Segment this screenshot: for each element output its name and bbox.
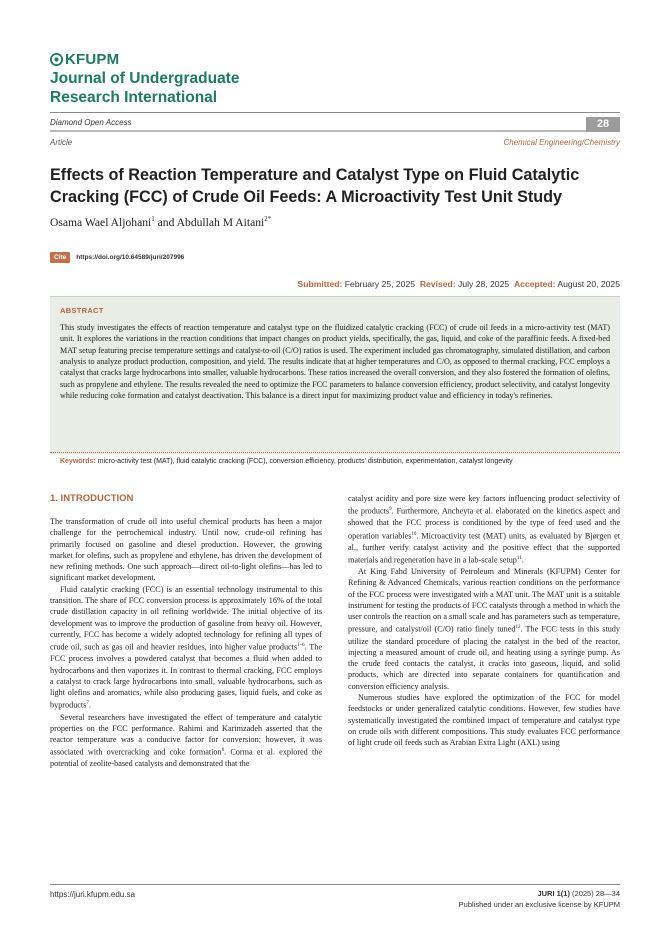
- author-separator: and: [154, 215, 177, 229]
- reference-marker: 11: [516, 555, 522, 561]
- reference-marker: 8: [221, 748, 225, 754]
- paragraph-text: catalyst acidity and pore size were key factors influencing product selectivity of the products: [348, 494, 620, 517]
- paragraph-text: At King Fahd University of Petroleum and Minerals (KFUPM) Center for Refining & Advanced Chemicals, various reaction conditions on the performance of the FCC process were investigated with a MAT unit. The MAT unit is a suitable instrument for testing the products of FCC catalysts through a method in which the user controls the reaction on a small scale and has parameters such as temperature, pressure, and catalyst/oil (C/O) ratio finely tuned: [348, 566, 620, 635]
- paragraph-text: . The FCC process involves a powdered catalyst that becomes a fluid when added to hydrocarbons and then vaporizes it. In contrast to thermal cracking, FCC employs a catalyst to crack large hydrocarbons into small, valuable hydrocarbons, such as light olefins and aromatics, while also producing gases, liquid fuels, and coke as byproducts: [50, 643, 322, 711]
- citation-row: [50, 252, 184, 263]
- journal-name: [50, 69, 350, 107]
- paragraph: [348, 566, 620, 692]
- accepted-label: Accepted:: [513, 279, 556, 289]
- abstract-heading: ABSTRACT: [60, 306, 104, 315]
- affiliation-marker: 2*: [264, 215, 272, 223]
- abstract-text: This study investigates the effects of reaction temperature and catalyst type on the fluidized catalytic cracking (FCC) of crude oil feeds in a micro-activity test (MAT) unit. It explores the variations in the reaction conditions that impact changes on product yields, specifically, the gas, liquid, and coke of the paraffinic feeds. A fixed-bed MAT setup featuring precise temperature settings and catalyst-to-oil (C/O) ratios is used. The experiment included gas chromatography, simulated distillation, and carbon analysis to analyze product production, composition, and yield. The results indicate that at higher temperatures and C/O, as opposed to thermal cracking, FCC employs a catalyst that cracks large hydrocarbons into smaller, valuable hydrocarbons. These ratios increased the overall conversion, and they also fostered the formation of olefins, such as propylene and ethylene. The results revealed the need to optimize the FCC parameters to balance conversion efficiency, product selectivity, and catalyst longevity while reducing coke formation and catalyst deactivation. This balance is a direct input for maximizing product value and efficiency in today's refineries.: [60, 323, 610, 401]
- paragraph: The transformation of crude oil into useful chemical products has been a major challenge for the petrochemical industry. Until now, crude-oil refining has primarily focused on gasoline and diesel production. However, the growing market for olefins, such as propylene and ethylene, has driven the development of new refining methods. One such approach—direct oil-to-light olefins—has led to significant market development.: [50, 517, 322, 583]
- affiliation-marker: 1: [151, 215, 155, 223]
- logo-text: KFUPM: [65, 50, 120, 68]
- journal-reference: [537, 889, 620, 898]
- paragraph: [348, 493, 620, 566]
- abstract-rule: [50, 296, 620, 297]
- journal-pages: (2025) 28—34: [569, 889, 620, 898]
- paragraph: [50, 712, 322, 770]
- paragraph-text: . Corma et al. explored the potential of zeolite-based catalysts and demonstrated that the: [50, 748, 322, 769]
- journal-ref: JURI 1(1): [537, 889, 570, 898]
- reference-marker: 9: [389, 507, 392, 513]
- reference-marker: 7: [86, 701, 89, 707]
- open-access-label: Diamond Open Access: [50, 118, 132, 127]
- section-heading: 1. INTRODUCTION: [50, 493, 134, 504]
- paragraph-text: .: [521, 555, 524, 565]
- paragraph: [50, 584, 322, 712]
- author-list: [50, 215, 271, 229]
- keywords: [60, 458, 620, 465]
- paragraph-text: .: [88, 701, 91, 711]
- keywords-label: Keywords:: [60, 458, 96, 465]
- header-rule: [50, 112, 620, 113]
- journal-logo: [50, 51, 119, 67]
- paragraph-text: Fluid catalytic cracking (FCC) is an essential technology instrumental to this transition. The share of FCC conversion process is approximately 16% of the total crude distillation capacity in oil refining worldwide. The initial objective of its development was to improve the production of gasoline from heavy oil. However, currently, FCC has become a widely adopted technology for refining all types of crude oil, such as gas oil and heavier residues, into higher value products: [50, 584, 322, 652]
- revised-label: Revised:: [419, 279, 456, 289]
- submitted-label: Submitted:: [297, 279, 343, 289]
- cite-button[interactable]: Cite: [50, 252, 70, 263]
- article-title: Effects of Reaction Temperature and Catalyst Type on Fluid Catalytic Cracking (FCC) of Crude Oil Feeds: A Microactivity Test Unit Study: [50, 166, 580, 206]
- paragraph-text: . Furthermore, Ancheyta et al. elaborated on the kinetics aspect and showed that the FCC process is conditioned by the type of feed used and the operation variables: [348, 507, 620, 541]
- paragraph-text: . The FCC tests in this study utilize the standard procedure of placing the catalyst in the bed of the reactor, injecting a measured amount of crude oil, and heating using a syringe pump. As the crude feed contacts the catalyst, it cracks into gaseous, liquid, and solid products, which are directed into separate containers for quantification and conversion efficiency analysis.: [348, 625, 620, 691]
- doi-link[interactable]: https://doi.org/10.64589/juri/207996: [76, 254, 185, 261]
- footer-rule: [50, 884, 620, 885]
- abstract-divider: [50, 452, 620, 453]
- keywords-list: micro-activity test (MAT), fluid catalytic cracking (FCC), conversion efficiency, products' distribution, experimentation, catalyst longevity: [95, 458, 513, 465]
- submission-dates: [298, 279, 620, 289]
- page-number-badge: 28: [586, 117, 620, 132]
- submitted-date: February 25, 2025: [342, 279, 416, 289]
- journal-url-link[interactable]: https://juri.kfupm.edu.sa: [50, 890, 135, 899]
- revised-date: July 28, 2025: [455, 279, 510, 289]
- journal-name-line1: Journal of Undergraduate: [50, 70, 240, 87]
- reference-marker: 10: [411, 531, 417, 537]
- journal-name-line2: Research International: [50, 89, 218, 106]
- accepted-date: August 20, 2025: [555, 279, 620, 289]
- right-column: [348, 493, 620, 748]
- license-statement: Published under an exclusive license by KFUPM: [458, 900, 620, 909]
- paragraph-text: . Microactivity test (MAT) units, as evaluated by Bjørgen et al., further verify catalyst activity and the positive effect that the supported materials and regeneration have in a lab-scale setup: [348, 531, 620, 565]
- article-type: Article: [50, 138, 73, 147]
- left-column: [50, 516, 322, 770]
- author-name: Abdullah M Aitani: [176, 215, 265, 229]
- paragraph: Numerous studies have explored the optimization of the FCC for model feedstocks or under generalized catalytic conditions. However, few studies have systematically investigated the combined impact of temperature and catalyst type on crude oils with different compositions. This study evaluates FCC performance of light crude oil feeds such as Arabian Extra Light (AXL) using: [348, 692, 620, 748]
- reference-marker: 12: [515, 625, 521, 631]
- paragraph-text: Several researchers have investigated the effect of temperature and catalytic properties on the FCC performance. Rahimi and Karimzadeh asserted that the reactor temperature was a conducive factor for conversion; however, it was associated with overcracking and coke formation: [50, 712, 322, 758]
- article-category: Chemical Engineering/Chemistry: [503, 138, 620, 147]
- author-name: Osama Wael Aljohani: [50, 215, 152, 229]
- kfupm-logo-icon: [50, 53, 63, 66]
- header-band: [50, 130, 620, 132]
- reference-marker: 1–6: [297, 643, 305, 649]
